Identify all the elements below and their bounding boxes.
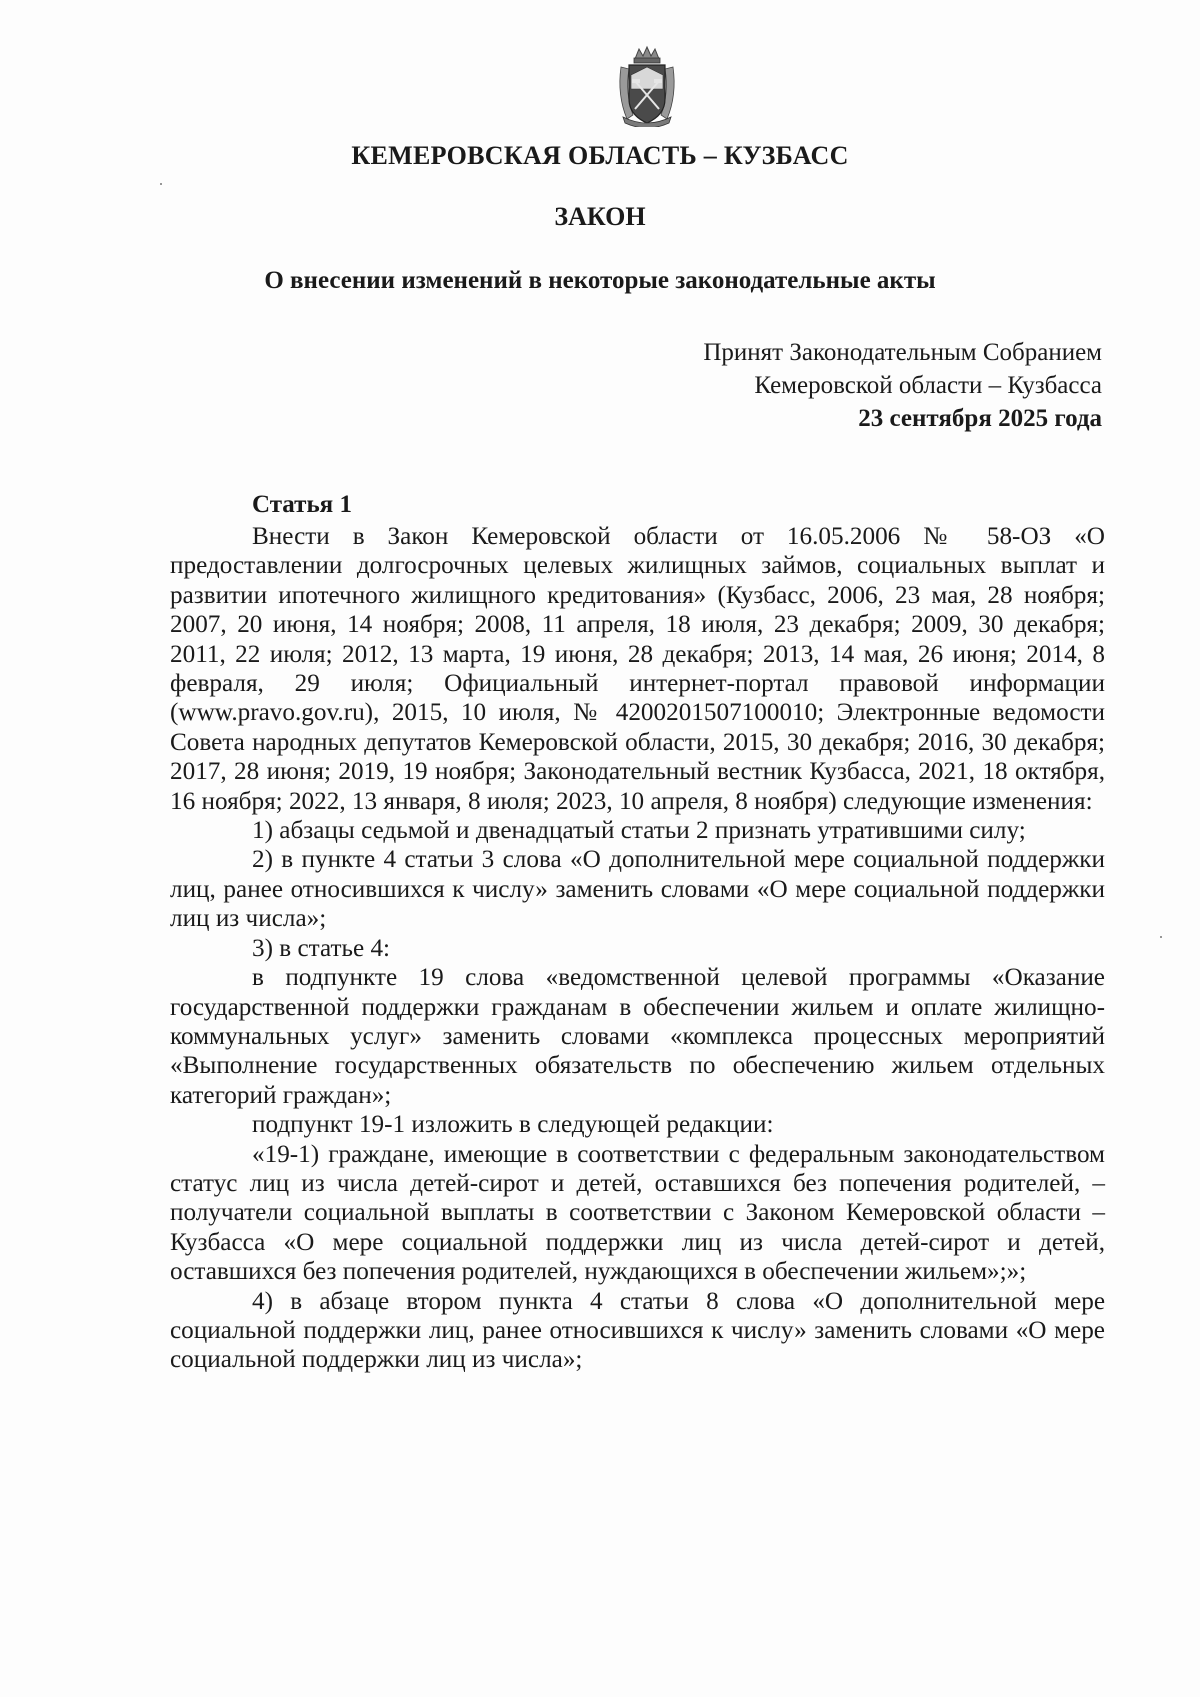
paragraph: 3) в статье 4:: [252, 934, 391, 962]
paragraph: Внести в Закон Кемеровской области от 16.05.2006 № 58-ОЗ «О предоставлении долгосрочных целевых жилищных займов, социальных выплат и развитии ипотечного жилищного кредитования» (Кузбасс, 2006, 23 мая, 28 ноября; 2007, 20 июня, 14 ноября; 2008, 11 апреля, 18 июля, 23 декабря; 2009, 30 декабря; 2011, 22 июля; 2012, 13 марта, 19 июня, 28 декабря; 2013, 14 мая, 26 июня; 2014, 8 февраля, 29 июля; Официальный интернет-портал правовой информации (www.pravo.gov.ru), 2015, 10 июля, № 4200201507100010; Электронные ведомости Совета народных депутатов Кемеровской области, 2015, 30 декабря; 2016, 30 декабря; 2017, 28 июня; 2019, 19 ноября; Законодательный вестник Кузбасса, 2021, 18 октября, 16 ноября; 2022, 13 января, 8 июля; 2023, 10 апреля, 8 ноября) следующие изменения:: [170, 523, 1105, 815]
scan-speck: [1160, 936, 1162, 938]
paragraph: 1) абзацы седьмой и двенадцатый статьи 2 признать утратившими силу;: [252, 817, 1026, 845]
adoption-block: [703, 336, 1102, 435]
paragraph: подпункт 19-1 изложить в следующей редакции:: [252, 1111, 774, 1139]
adoption-date: 23 сентября 2025 года: [858, 405, 1102, 432]
scan-speck: [160, 183, 162, 185]
document-type: ЗАКОН: [554, 202, 646, 231]
document-title: О внесении изменений в некоторые законодательные акты: [264, 267, 936, 294]
region-title: КЕМЕРОВСКАЯ ОБЛАСТЬ – КУЗБАСС: [351, 141, 849, 170]
article-body: [170, 522, 1105, 1375]
adoption-line-1: Принят Законодательным Собранием: [703, 339, 1102, 366]
coat-of-arms-icon: [615, 45, 679, 127]
paragraph: «19-1) граждане, имеющие в соответствии с федеральным законодательством статус лиц из числа детей-сирот и детей, оставшихся без попечения родителей, – получатели социальной выплаты в соответствии с Законом Кемеровской области – Кузбасса «О мере социальной поддержки лиц из числа детей-сирот и детей, оставшихся без попечения родителей, нуждающихся в обеспечении жильем»;»;: [170, 1140, 1105, 1286]
paragraph: 2) в пункте 4 статьи 3 слова «О дополнительной мере социальной поддержки лиц, ранее относившихся к числу» заменить словами «О мере социальной поддержки лиц из числа»;: [170, 846, 1105, 933]
paragraph: в подпункте 19 слова «ведомственной целевой программы «Оказание государственной поддержки гражданам в обеспечении жильем и оплате жилищно-коммунальных услуг» заменить словами «комплекса процессных мероприятий «Выполнение государственных обязательств по обеспечению жильем отдельных категорий граждан»;: [170, 964, 1105, 1109]
adoption-line-2: Кемеровской области – Кузбасса: [754, 372, 1102, 399]
paragraph: 4) в абзаце втором пункта 4 статьи 8 слова «О дополнительной мере социальной поддержки лиц, ранее относившихся к числу» заменить словами «О мере социальной поддержки лиц из числа»;: [170, 1287, 1105, 1374]
article-title: Статья 1: [252, 491, 352, 518]
